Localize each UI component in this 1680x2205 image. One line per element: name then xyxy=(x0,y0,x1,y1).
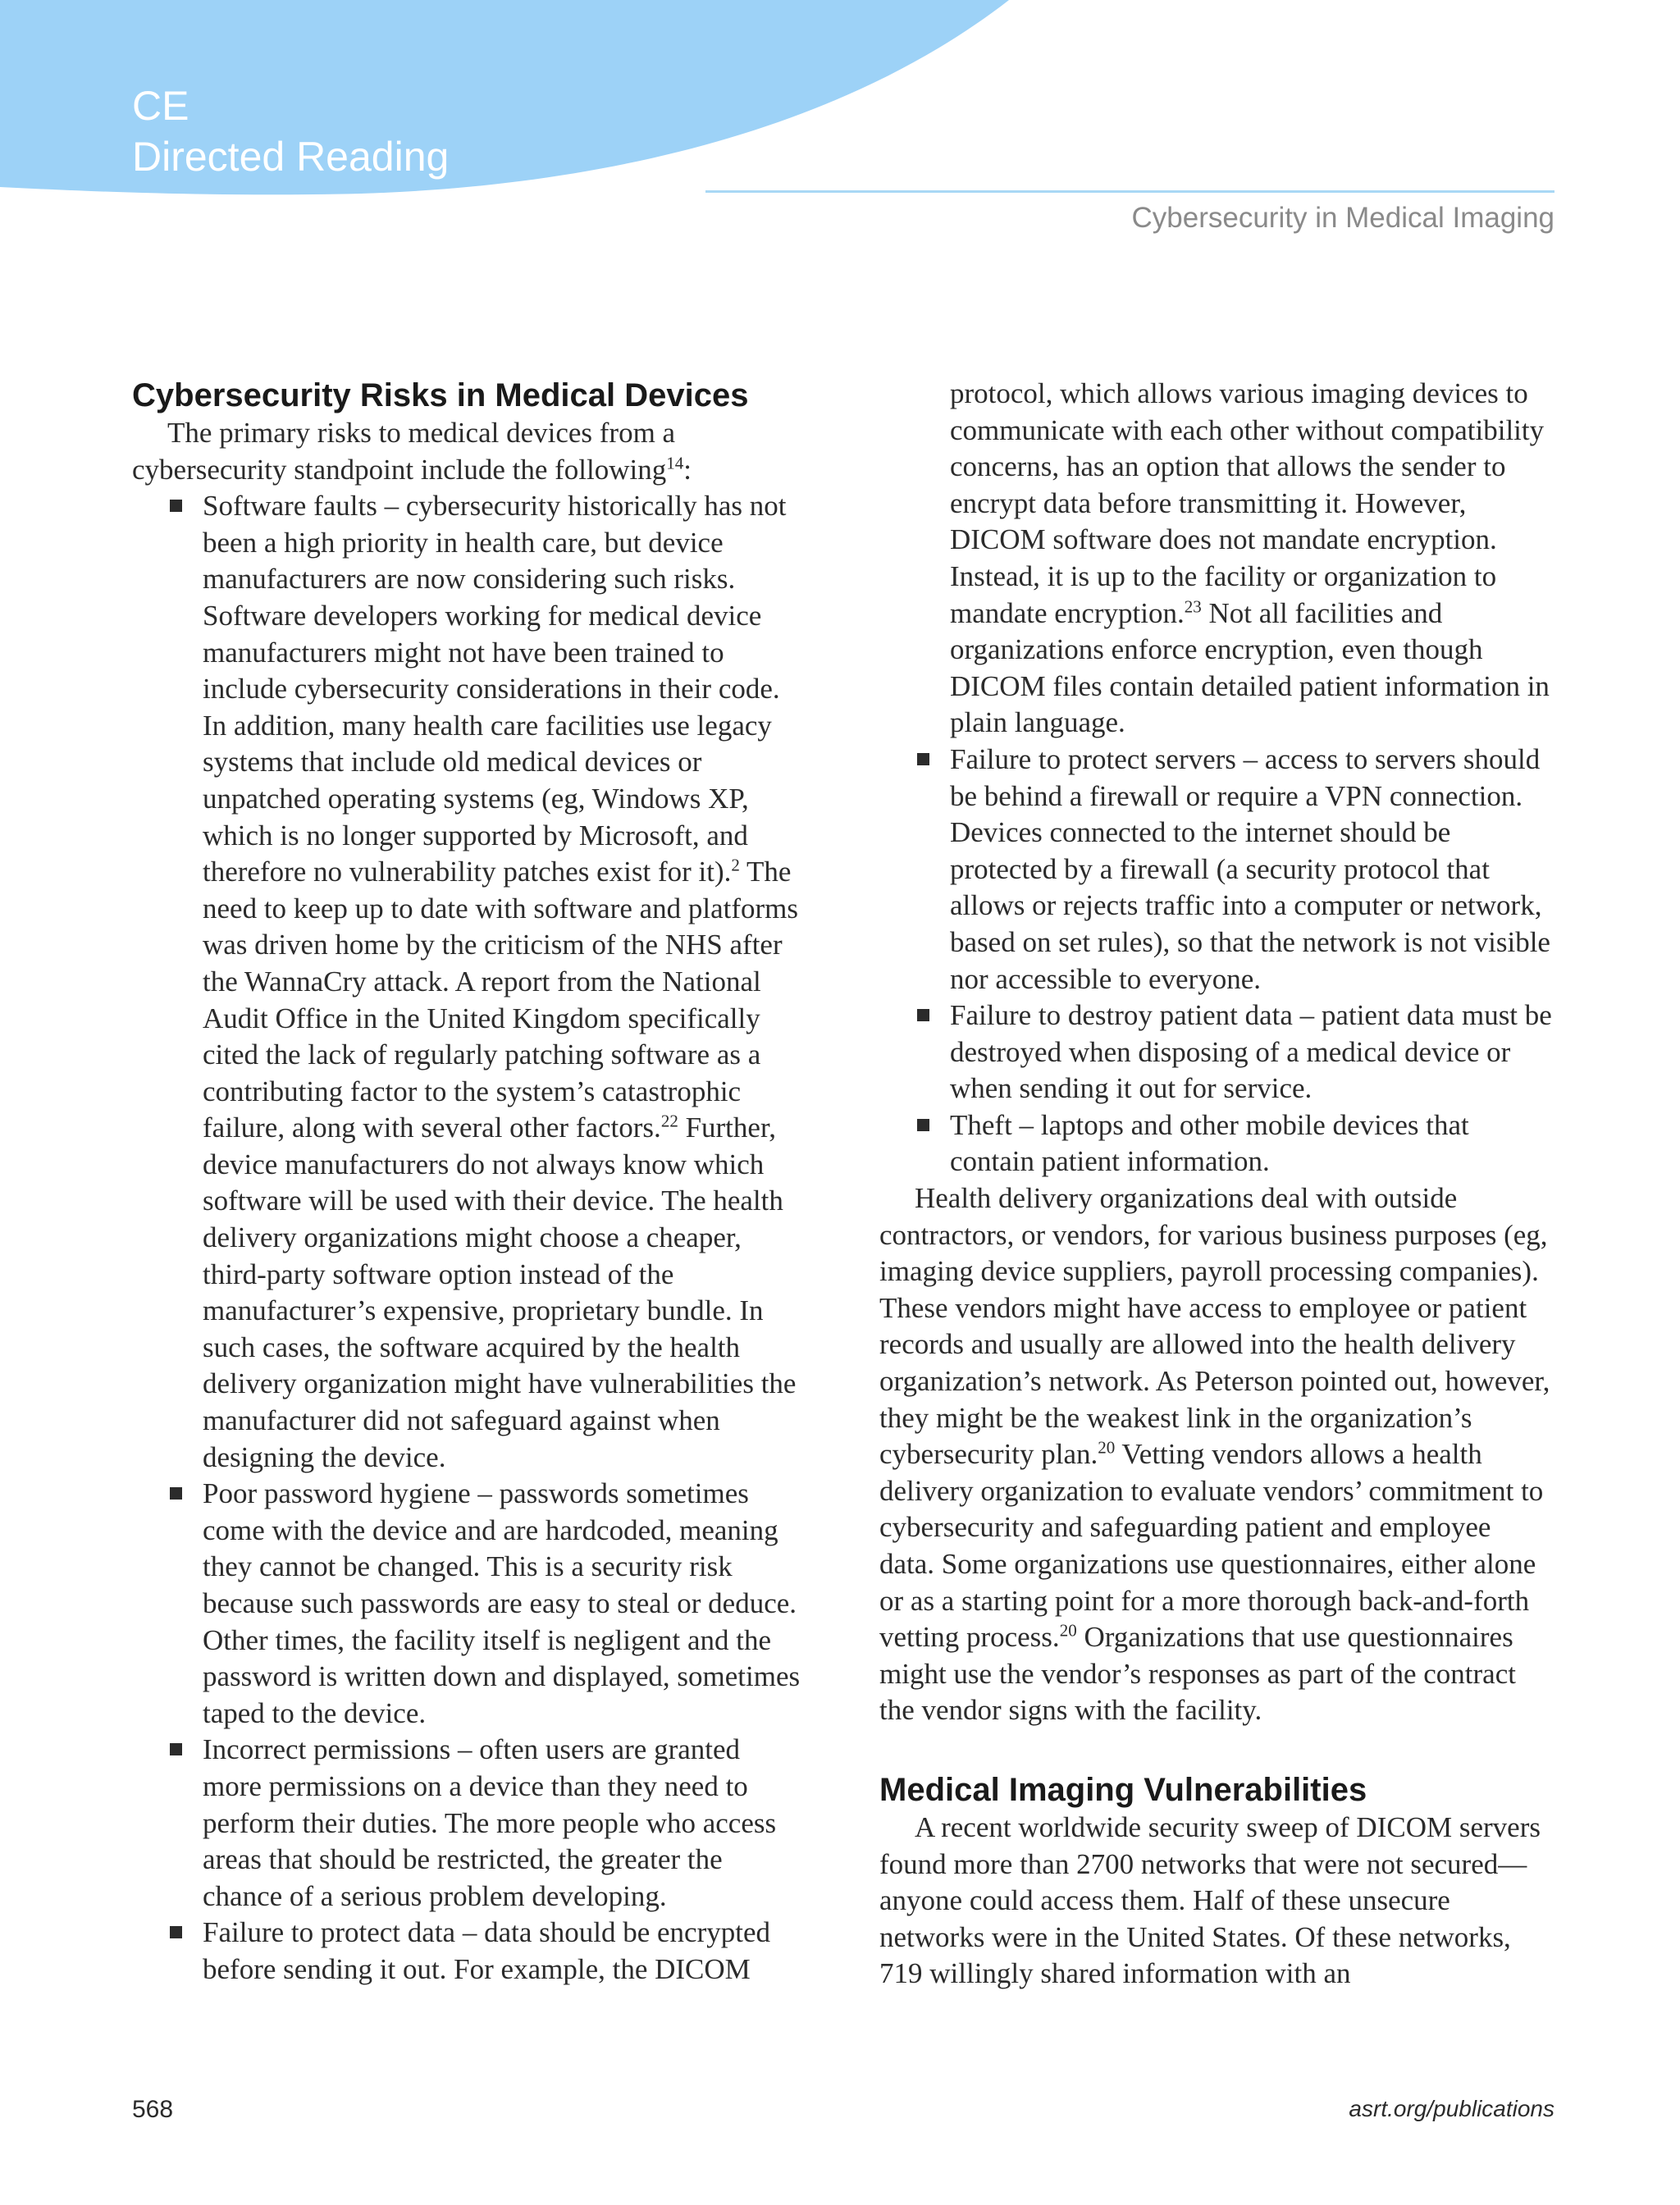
text-run: Vetting vendors allows a health delivery organization to evaluate vendors’ commitment to cybersecurity and safeguarding patient and employee data. Some organizations use questionnaires, either alone or as a starting point for a more thorough back-and-forth vetting process. xyxy=(879,1438,1544,1654)
text-run: Organizations that use questionnaires might use the vendor’s responses as part of the contract the vendor signs with the facility. xyxy=(879,1621,1516,1727)
bullet-item xyxy=(203,1476,805,1732)
risk-list-right-items xyxy=(879,742,1552,1180)
text-run: Theft – laptops and other mobile devices that contain patient information. xyxy=(950,1108,1469,1178)
section-label xyxy=(132,80,449,182)
left-column xyxy=(132,376,805,1988)
bullet-continuation xyxy=(950,376,1552,742)
risk-list-right xyxy=(879,376,1552,742)
text-run: Poor password hygiene – passwords sometimes come with the device and are hardcoded, meaning they cannot be changed. This is a security risk because such passwords are easy to steal or deduce. Other times, the facility itself is negligent and the password is written down and displayed, sometimes taped to the device. xyxy=(203,1477,801,1729)
section-heading-vulnerabilities: Medical Imaging Vulnerabilities xyxy=(879,1771,1367,1808)
bullet-item xyxy=(203,488,805,1476)
running-head: Cybersecurity in Medical Imaging xyxy=(1131,202,1554,234)
section-label-line2: Directed Reading xyxy=(132,134,450,180)
reference-marker: 14 xyxy=(666,452,684,472)
bullet-item xyxy=(203,1915,805,1988)
text-run: Failure to destroy patient data – patient data must be destroyed when disposing of a medical device or when sending it out for service. xyxy=(950,999,1552,1105)
text-run: Health delivery organizations deal with outside contractors, or vendors, for various business purposes (eg, imaging device suppliers, payroll processing companies). These vendors might have access to employee or patient records and usually are allowed into the health delivery organization’s network. As Peterson pointed out, however, they might be the weakest link in the organization’s cybersecurity plan. xyxy=(879,1182,1550,1471)
text-run: Incorrect permissions – often users are granted more permissions on a device than they need to perform their duties. The more people who access areas that should be restricted, the greater the chance of a serious problem developing. xyxy=(203,1733,777,1912)
text-run: Not all facilities and organizations enforce encryption, even though DICOM files contain detailed patient information in plain language. xyxy=(950,596,1550,739)
reference-marker: 22 xyxy=(660,1111,678,1131)
page-number: 568 xyxy=(132,2096,174,2123)
reference-marker: 20 xyxy=(1059,1620,1077,1641)
vulnerabilities-paragraph: A recent worldwide security sweep of DICOM servers found more than 2700 networks that were not secured—anyone could access them. Half of these unsecure networks were in the United States. Of these networks, 719 willingly shared information with an xyxy=(879,1810,1541,1990)
reference-marker: 20 xyxy=(1098,1437,1116,1458)
right-column xyxy=(879,376,1552,1993)
text-run: Failure to protect data – data should be encrypted before sending it out. For example, the DICOM xyxy=(203,1916,770,1985)
text-run: Further, device manufacturers do not always know which software will be used with their device. The health delivery organizations might choose a cheaper, third-party software option instead of the manufacturer’s expensive, proprietary bundle. In such cases, the software acquired by the health delivery organization might have vulnerabilities the manufacturer did not safeguard against when designing the device. xyxy=(203,1112,797,1473)
section-heading-risks: Cybersecurity Risks in Medical Devices xyxy=(132,377,749,413)
vendors-paragraph xyxy=(879,1180,1552,1729)
reference-marker: 2 xyxy=(731,855,740,875)
bullet-item xyxy=(950,998,1552,1107)
text-run: Failure to protect servers – access to servers should be behind a firewall or require a VPN connection. Devices connected to the internet should be protected by a firewall (a security protocol that allows or rejects traffic into a computer or network, based on set rules), so that the network is not visible nor accessible to everyone. xyxy=(950,742,1550,995)
risk-list-left xyxy=(132,488,805,1988)
section-label-line1: CE xyxy=(132,83,189,129)
bullet-item xyxy=(203,1732,805,1915)
reference-marker: 23 xyxy=(1184,596,1202,616)
publication-url[interactable]: asrt.org/publications xyxy=(1349,2096,1554,2121)
header-rule xyxy=(705,190,1554,193)
text-run: Software faults – cybersecurity historically has not been a high priority in health care, but device manufacturers are now considering such risks. Software developers working for medical device manufacturers might not have been trained to include cybersecurity considerations in their code. In addition, many health care facilities use legacy systems that include old medical devices or unpatched operating systems (eg, Windows XP, which is no longer supported by Microsoft, and therefore no vulnerability patches exist for it). xyxy=(203,490,787,888)
text-run: protocol, which allows various imaging devices to communicate with each other without compatibility concerns, has an option that allows the sender to encrypt data before transmitting it. However, DICOM software does not mandate encryption. Instead, it is up to the facility or organization to mandate encryption. xyxy=(950,377,1545,629)
intro-paragraph xyxy=(132,415,805,488)
bullet-item xyxy=(950,1107,1552,1180)
intro-text: The primary risks to medical devices from a cybersecurity standpoint include the following xyxy=(132,417,676,486)
bullet-item xyxy=(950,742,1552,998)
intro-colon: : xyxy=(683,453,692,486)
text-run: The need to keep up to date with software and platforms was driven home by the criticism of the NHS after the WannaCry attack. A report from the National Audit Office in the United Kingdom specifically cited the lack of regularly patching software as a contributing factor to the system’s catastrophic failure, along with several other factors. xyxy=(203,856,799,1144)
